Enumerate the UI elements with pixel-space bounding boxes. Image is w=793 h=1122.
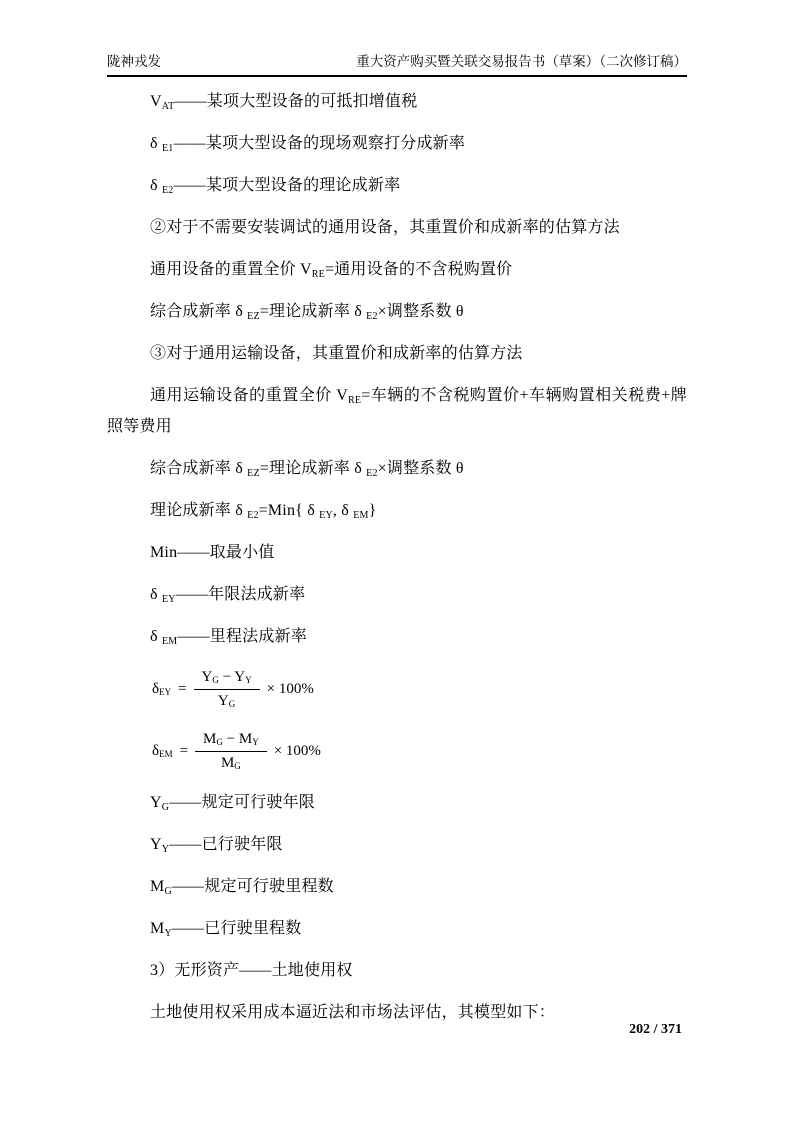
paragraph: $Y_G——$规定可行驶年限	[150, 794, 315, 813]
paragraph: $V_{AT}——$某项大型设备的可抵扣增值税	[150, 93, 418, 112]
paragraph: $Y_Y——$已行驶年限	[150, 836, 283, 855]
formula-denominator: $Y_G$	[217, 692, 236, 709]
page-number	[629, 1022, 682, 1038]
header-report-title: 重大资产购买暨关联交易报告书（草案）（二次修订稿）	[356, 54, 687, 69]
document-body	[107, 86, 687, 1039]
page-number-current: 202	[629, 1022, 651, 1037]
paragraph: 综合成新率 δ $_{EZ}$=理论成新率 δ $_{E2}$×调整系数 θ	[150, 303, 464, 322]
paragraph: 综合成新率 δ $_{EZ}$=理论成新率 δ $_{E2}$×调整系数 θ	[150, 460, 464, 479]
page-header	[107, 50, 687, 77]
formula-numerator: $Y_G - Y_Y$	[194, 669, 260, 690]
formula-denominator: $M_G$	[220, 754, 241, 771]
paragraph: 通用运输设备的重置全价 $V_{RE}=$车辆的不含税购置价+车辆购置相关税费+牌照等费用	[107, 387, 687, 435]
paragraph: 理论成新率 δ $_{E2}$=Min{ δ $_{EY}$, δ $_{EM}$}	[150, 502, 377, 521]
formula-fraction	[194, 669, 260, 710]
paragraph: $M_G——$规定可行驶里程数	[150, 878, 334, 897]
paragraph: 土地使用权采用成本逼近法和市场法评估，其模型如下：	[150, 1004, 556, 1021]
paragraph: Min——取最小值	[150, 544, 275, 561]
formula-equals: =	[178, 680, 187, 697]
paragraph: ②对于不需要安装调试的通用设备，其重置价和成新率的估算方法	[150, 219, 620, 236]
formula-fraction	[195, 731, 267, 772]
paragraph: δ $_{E2}$——某项大型设备的理论成新率	[150, 177, 401, 196]
formula-tail: × 100%	[266, 680, 314, 697]
paragraph: ③对于通用运输设备，其重置价和成新率的估算方法	[150, 345, 523, 362]
formula-equals: =	[179, 742, 189, 759]
paragraph: δ $_{E1}$——某项大型设备的现场观察打分成新率	[150, 135, 466, 154]
formula-lhs: $\delta_{EM}$	[152, 742, 173, 759]
paragraph: 3）无形资产——土地使用权	[150, 962, 353, 979]
formula	[152, 663, 687, 715]
paragraph: δ $_{EM}$——里程法成新率	[150, 628, 307, 647]
formula-lhs: $\delta_{EY}$	[152, 680, 172, 697]
header-company-name: 陇神戎发	[107, 54, 161, 69]
page-number-total: 371	[661, 1022, 682, 1037]
formula-numerator: $M_G - M_Y$	[195, 731, 267, 752]
formula-tail: × 100%	[273, 742, 321, 759]
formula	[152, 725, 687, 777]
page-number-separator: /	[653, 1022, 658, 1037]
paragraph: 通用设备的重置全价 $V_{RE}=$通用设备的不含税购置价	[150, 261, 513, 280]
paragraph: $M_Y——$已行驶里程数	[150, 920, 302, 939]
paragraph: δ $_{EY}$——年限法成新率	[150, 586, 306, 605]
